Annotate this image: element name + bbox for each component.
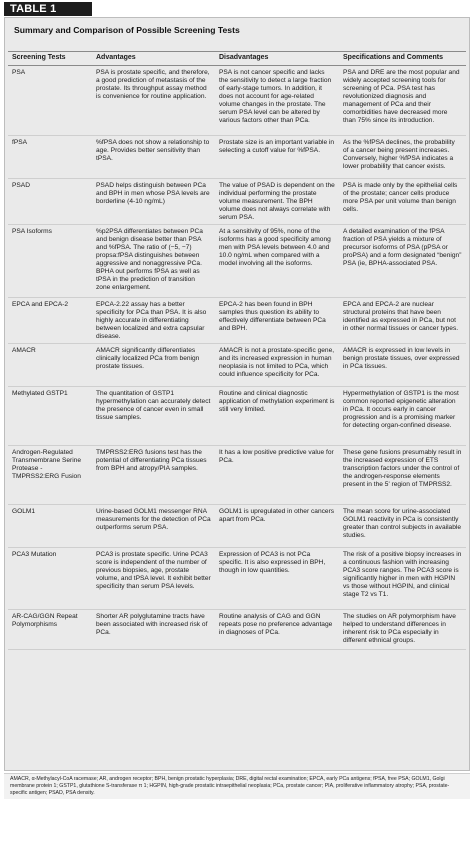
cell-comments: The risk of a positive biopsy increases in a continuous fashion with increasing PCA3 score ranges. The PCA3 score is significantly higher in men with HGPIN vs those without HGPIN, and clinical stage T2 vs T1. bbox=[339, 548, 466, 610]
cell-disadvantages: At a sensitivity of 95%, none of the isoforms has a good specificity among men with PSA levels between 4.0 and 10.0 ng/mL when compared with a model involving all the isoforms. bbox=[215, 225, 339, 298]
table-row bbox=[8, 179, 466, 225]
cell-disadvantages: PSA is not cancer specific and lacks the sensitivity to detect a large fraction of early-stage tumors. In addition, it does not account for age-related volume changes in the prostate. The serum PSA level can be altered by various factors other than PCa. bbox=[215, 66, 339, 136]
cell-test-name: PSAD bbox=[8, 179, 92, 225]
cell-test-name: PCA3 Mutation bbox=[8, 548, 92, 610]
cell-disadvantages: GOLM1 is upregulated in other cancers apart from PCa. bbox=[215, 505, 339, 548]
cell-test-name: AMACR bbox=[8, 344, 92, 387]
table-row bbox=[8, 610, 466, 650]
cell-comments: PSA and DRE are the most popular and widely accepted screening tools for screening of PCa. PSA test has revolutionized diagnosis and management of PCa and their comorbidities have decreased more than 75% since its introduction. bbox=[339, 66, 466, 136]
cell-comments: These gene fusions presumably result in the increased expression of ETS transcription factors under the control of the androgen-response elements present in the 5' region of TMPRSS2. bbox=[339, 446, 466, 505]
cell-test-name: Methylated GSTP1 bbox=[8, 387, 92, 446]
table-title: Summary and Comparison of Possible Screening Tests bbox=[14, 25, 240, 35]
table-row bbox=[8, 298, 466, 344]
cell-advantages: %fPSA does not show a relationship to age. Provides better sensitivity than tPSA. bbox=[92, 136, 215, 179]
cell-test-name: GOLM1 bbox=[8, 505, 92, 548]
cell-advantages: AMACR significantly differentiates clinically localized PCa from benign prostate tissues. bbox=[92, 344, 215, 387]
cell-test-name: fPSA bbox=[8, 136, 92, 179]
cell-comments: As the %fPSA declines, the probability of a cancer being present increases. Conversely, higher %fPSA indicates a lower probability that cancer exists. bbox=[339, 136, 466, 179]
cell-comments: AMACR is expressed in low levels in benign prostate tissues, over expressed in PCa tissues. bbox=[339, 344, 466, 387]
screening-tests-table bbox=[8, 51, 466, 650]
cell-test-name: Androgen-Regulated Transmembrane Serine Protease - TMPRSS2:ERG Fusion bbox=[8, 446, 92, 505]
column-header: Specifications and Comments bbox=[339, 52, 466, 66]
cell-advantages: Shorter AR polyglutamine tracts have been associated with increased risk of PCa. bbox=[92, 610, 215, 650]
cell-advantages: EPCA-2.22 assay has a better specificity for PCa than PSA. It is also highly accurate in differentiating between localized and extra capsular disease. bbox=[92, 298, 215, 344]
cell-advantages: PSA is prostate specific, and therefore, a good prediction of metastasis of the prostate. Its throughput assay method is convenience for routine application. bbox=[92, 66, 215, 136]
table-row bbox=[8, 387, 466, 446]
table-row bbox=[8, 505, 466, 548]
cell-disadvantages: Routine and clinical diagnostic application of methylation experiment is still very limited. bbox=[215, 387, 339, 446]
cell-comments: The mean score for urine-associated GOLM1 reactivity in PCa is consistently greater than control subjects in available studies. bbox=[339, 505, 466, 548]
cell-advantages: PCA3 is prostate specific. Urine PCA3 score is independent of the number of previous biopsies, age, prostate volume, and tPSA level. It exhibit better specificity than serum PSA levels. bbox=[92, 548, 215, 610]
cell-test-name: EPCA and EPCA-2 bbox=[8, 298, 92, 344]
cell-test-name: PSA Isoforms bbox=[8, 225, 92, 298]
cell-comments: The studies on AR polymorphism have helped to understand differences in inherent risk to PCa especially in different ethnical groups. bbox=[339, 610, 466, 650]
table-row bbox=[8, 136, 466, 179]
column-header: Disadvantages bbox=[215, 52, 339, 66]
column-header: Advantages bbox=[92, 52, 215, 66]
cell-disadvantages: The value of PSAD is dependent on the individual performing the prostate volume measurement. The BPH volume does not always correlate with serum PSA. bbox=[215, 179, 339, 225]
table-row bbox=[8, 446, 466, 505]
table-label: TABLE 1 bbox=[4, 2, 92, 16]
column-header: Screening Tests bbox=[8, 52, 92, 66]
cell-disadvantages: AMACR is not a prostate-specific gene, and its increased expression in human neoplasia is not limited to PCa, which could influence specificity for PCa. bbox=[215, 344, 339, 387]
cell-disadvantages: EPCA-2 has been found in BPH samples thus question its ability to effectively differentiate between PCa and BPH. bbox=[215, 298, 339, 344]
footnote: AMACR, α-Methylacyl-CoA racemase; AR, androgen receptor; BPH, benign prostatic hyperplasia; DRE, digital rectal examination; EPCA, early PCa antigens; fPSA, free PSA; GOLM1, Golgi membrane protein 1; GSTP1, glutathione S-transferase π 1; HGPIN, high-grade prostatic intraepithelial neoplasia; PCa, prostate cancer; PIA, proliferative inflammatory atrophy; PSA, prostate-specific antigen; PSAD, PSA density. bbox=[4, 773, 470, 799]
cell-comments: Hypermethylation of GSTP1 is the most common reported epigenetic alteration in PCa. It occurs early in cancer progression and is a promising marker for detecting organ-confined disease. bbox=[339, 387, 466, 446]
table-row bbox=[8, 548, 466, 610]
table-row bbox=[8, 344, 466, 387]
table-row bbox=[8, 225, 466, 298]
cell-comments: A detailed examination of the fPSA fraction of PSA yields a mixture of precursor isoforms of PSA (pPSA or proPSA) and a form designated “benign” PSA (ie, BPHA-associated PSA. bbox=[339, 225, 466, 298]
cell-disadvantages: Routine analysis of CAG and GGN repeats pose no preference advantage in diagnoses of PCa. bbox=[215, 610, 339, 650]
cell-comments: EPCA and EPCA-2 are nuclear structural proteins that have been identified as expressed in PCa, but not in other normal tissues or cancer types. bbox=[339, 298, 466, 344]
table-frame bbox=[4, 17, 470, 771]
cell-disadvantages: Expression of PCA3 is not PCa specific. It is also expressed in BPH, though in low quantities. bbox=[215, 548, 339, 610]
cell-comments: PSA is made only by the epithelial cells of the prostate; cancer cells produce more PSA per unit volume than benign cells. bbox=[339, 179, 466, 225]
cell-advantages: Urine-based GOLM1 messenger RNA measurements for the detection of PCa outperforms serum PSA. bbox=[92, 505, 215, 548]
cell-advantages: %p2PSA differentiates between PCa and benign disease better than PSA and %fPSA. The ratio of (−5, −7) propsa:fPSA distinguishes between aggressive and nonaggressive PCa. BPHA out performs fPSA as well as tPSA in the prediction of transition zone enlargement. bbox=[92, 225, 215, 298]
cell-test-name: AR-CAG/GGN Repeat Polymorphisms bbox=[8, 610, 92, 650]
cell-advantages: TMPRSS2:ERG fusions test has the potential of differentiating PCa tissues from BPH and atropy/PIA samples. bbox=[92, 446, 215, 505]
cell-advantages: The quantitation of GSTP1 hypermethylation can accurately detect the presence of cancer even in small tissue samples. bbox=[92, 387, 215, 446]
cell-disadvantages: It has a low positive predictive value for PCa. bbox=[215, 446, 339, 505]
table-row bbox=[8, 66, 466, 136]
header-row bbox=[8, 52, 466, 66]
cell-disadvantages: Prostate size is an important variable in selecting a cutoff value for %fPSA. bbox=[215, 136, 339, 179]
cell-advantages: PSAD helps distinguish between PCa and BPH in men whose PSA levels are borderline (4-10 ng/mL) bbox=[92, 179, 215, 225]
cell-test-name: PSA bbox=[8, 66, 92, 136]
